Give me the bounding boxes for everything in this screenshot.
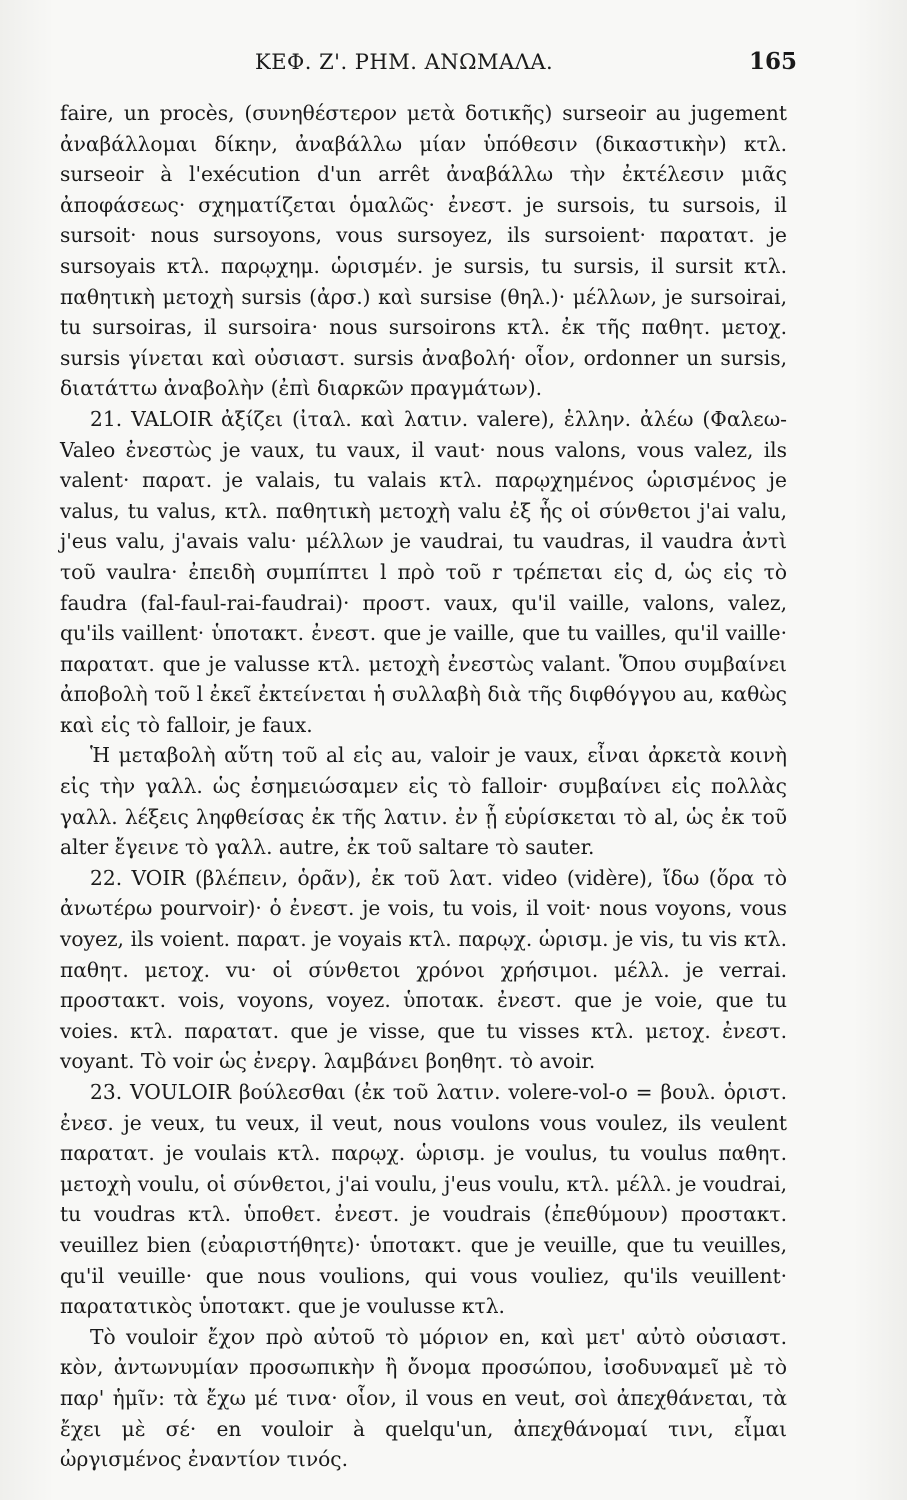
body-text — [60, 98, 787, 1475]
paragraph-voir: 22. VOIR (βλέπειν, ὁρᾶν), ἐκ τοῦ λατ. video (vidère), ἴδω (ὅρα τὸ ἀνωτέρω pourvoir)· ὁ ἐνεστ. je vois, tu vois, il voit· nous voyons, vous voyez, ils voient. παρατ. je voyais κτλ. παρῳχ. ὡρισμ. je vis, tu vis κτλ. παθητ. μετοχ. vu· οἱ σύνθετοι χρόνοι χρήσιμοι. μέλλ. je verrai. προστακτ. vois, voyons, voyez. ὑποτακ. ἐνεστ. que je voie, que tu voies. κτλ. παρατατ. que je visse, que tu visses κτλ. μετοχ. ἐνεστ. voyant. Τὸ voir ὡς ἐνεργ. λαμβάνει βοηθητ. τὸ avoir. — [60, 865, 787, 1074]
paragraph-surseoir-continued: faire, un procès, (συνηθέστερον μετὰ δοτικῆς) surseoir au jugement ἀναβάλλομαι δίκην, ἀναβάλλω μίαν ὑπόθεσιν (δικαστικὴν) κτλ. surseoir à l'exécution d'un arrêt ἀναβάλλω τὴν ἐκτέλεσιν μιᾶς ἀποφάσεως· σχηματίζεται ὁμαλῶς· ἐνεστ. je sursois, tu sursois, il sursoit· nous sursoyons, vous sursoyez, ils sursoient· παρατατ. je sursoyais κτλ. παρῳχημ. ὡρισμέν. je sursis, tu sursis, il sursit κτλ. παθητικὴ μετοχὴ sursis (ἀρσ.) καὶ sursise (θηλ.)· μέλλων, je sursoirai, tu sursoiras, il sursoira· nous sursoirons κτλ. ἐκ τῆς παθητ. μετοχ. sursis γίνεται καὶ οὐσιαστ. sursis ἀναβολή· οἷον, ordonner un sursis, διατάττω ἀναβολὴν (ἐπὶ διαρκῶν πραγμάτων). — [60, 101, 787, 401]
paragraph-en-vouloir: Τὸ vouloir ἔχον πρὸ αὐτοῦ τὸ μόριον en, καὶ μετ' αὐτὸ οὐσιαστ. κὸν, ἀντωνυμίαν προσωπικὴν ἢ ὄνομα προσώπου, ἰσοδυναμεῖ μὲ τὸ παρ' ἡμῖν: τὰ ἔχω μέ τινα· οἷον, il vous en veut, σοὶ ἀπεχθάνεται, τὰ ἔχει μὲ σέ· en vouloir à quelqu'un, ἀπεχθάνομαί τινι, εἶμαι ὠργισμένος ἐναντίον τινός. — [60, 1324, 787, 1472]
paragraph-al-au-note: Ἡ μεταβολὴ αὕτη τοῦ al εἰς au, valoir je vaux, εἶναι ἀρκετὰ κοινὴ εἰς τὴν γαλλ. ὡς ἐσημειώσαμεν εἰς τὸ falloir· συμβαίνει εἰς πολλὰς γαλλ. λέξεις ληφθείσας ἐκ τῆς λατιν. ἐν ᾗ εὑρίσκεται τὸ al, ὡς ἐκ τοῦ alter ἔγεινε τὸ γαλλ. autre, ἐκ τοῦ saltare τὸ sauter. — [60, 743, 787, 860]
page-number: 165 — [748, 48, 797, 75]
running-head: ΚΕΦ. Ζ'. ΡΗΜ. ΑΝΩΜΑΛΑ. — [255, 50, 554, 74]
page-header — [60, 48, 797, 98]
paragraph-valoir: 21. VALOIR ἀξίζει (ἰταλ. καὶ λατιν. valere), ἑλλην. ἀλέω (Φαλεω-Valeo ἐνεστὼς je vaux, tu vaux, il vaut· nous valons, vous valez, ils valent· παρατ. je valais, tu valais κτλ. παρῳχημένος ὡρισμένος je valus, tu valus, κτλ. παθητικὴ μετοχὴ valu ἐξ ἧς οἱ σύνθετοι j'ai valu, j'eus valu, j'avais valu· μέλλων je vaudrai, tu vaudras, il vaudra ἀντὶ τοῦ vaulra· ἐπειδὴ συμπίπτει l πρὸ τοῦ r τρέπεται εἰς d, ὡς εἰς τὸ faudra (fal-faul-rai-faudrai)· προστ. vaux, qu'il vaille, valons, valez, qu'ils vaillent· ὑποτακτ. ἐνεστ. que je vaille, que tu vailles, qu'il vaille· παρατατ. que je valusse κτλ. μετοχὴ ἐνεστὼς valant. Ὅπου συμβαίνει ἀποβολὴ τοῦ l ἐκεῖ ἐκτείνεται ἡ συλλαβὴ διὰ τῆς διφθόγγου au, καθὼς καὶ εἰς τὸ falloir, je faux. — [60, 406, 787, 737]
paragraph-vouloir: 23. VOULOIR βούλεσθαι (ἐκ τοῦ λατιν. volere-vol-o = βουλ. ὁριστ. ἐνεσ. je veux, tu veux, il veut, nous voulons vous voulez, ils veulent παρατατ. je voulais κτλ. παρῳχ. ὡρισμ. je voulus, tu voulus παθητ. μετοχὴ voulu, οἱ σύνθετοι, j'ai voulu, j'eus voulu, κτλ. μέλλ. je voudrai, tu voudras κτλ. ὑποθετ. ἐνεστ. je voudrais (ἐπεθύμουν) προστακτ. veuillez bien (εὐαριστήθητε)· ὑποτακτ. que je veuille, que tu veuilles, qu'il veuille· que nous voulions, qui vous vouliez, qu'ils veuillent· παρατατικὸς ὑποτακτ. que je voulusse κτλ. — [60, 1080, 787, 1319]
